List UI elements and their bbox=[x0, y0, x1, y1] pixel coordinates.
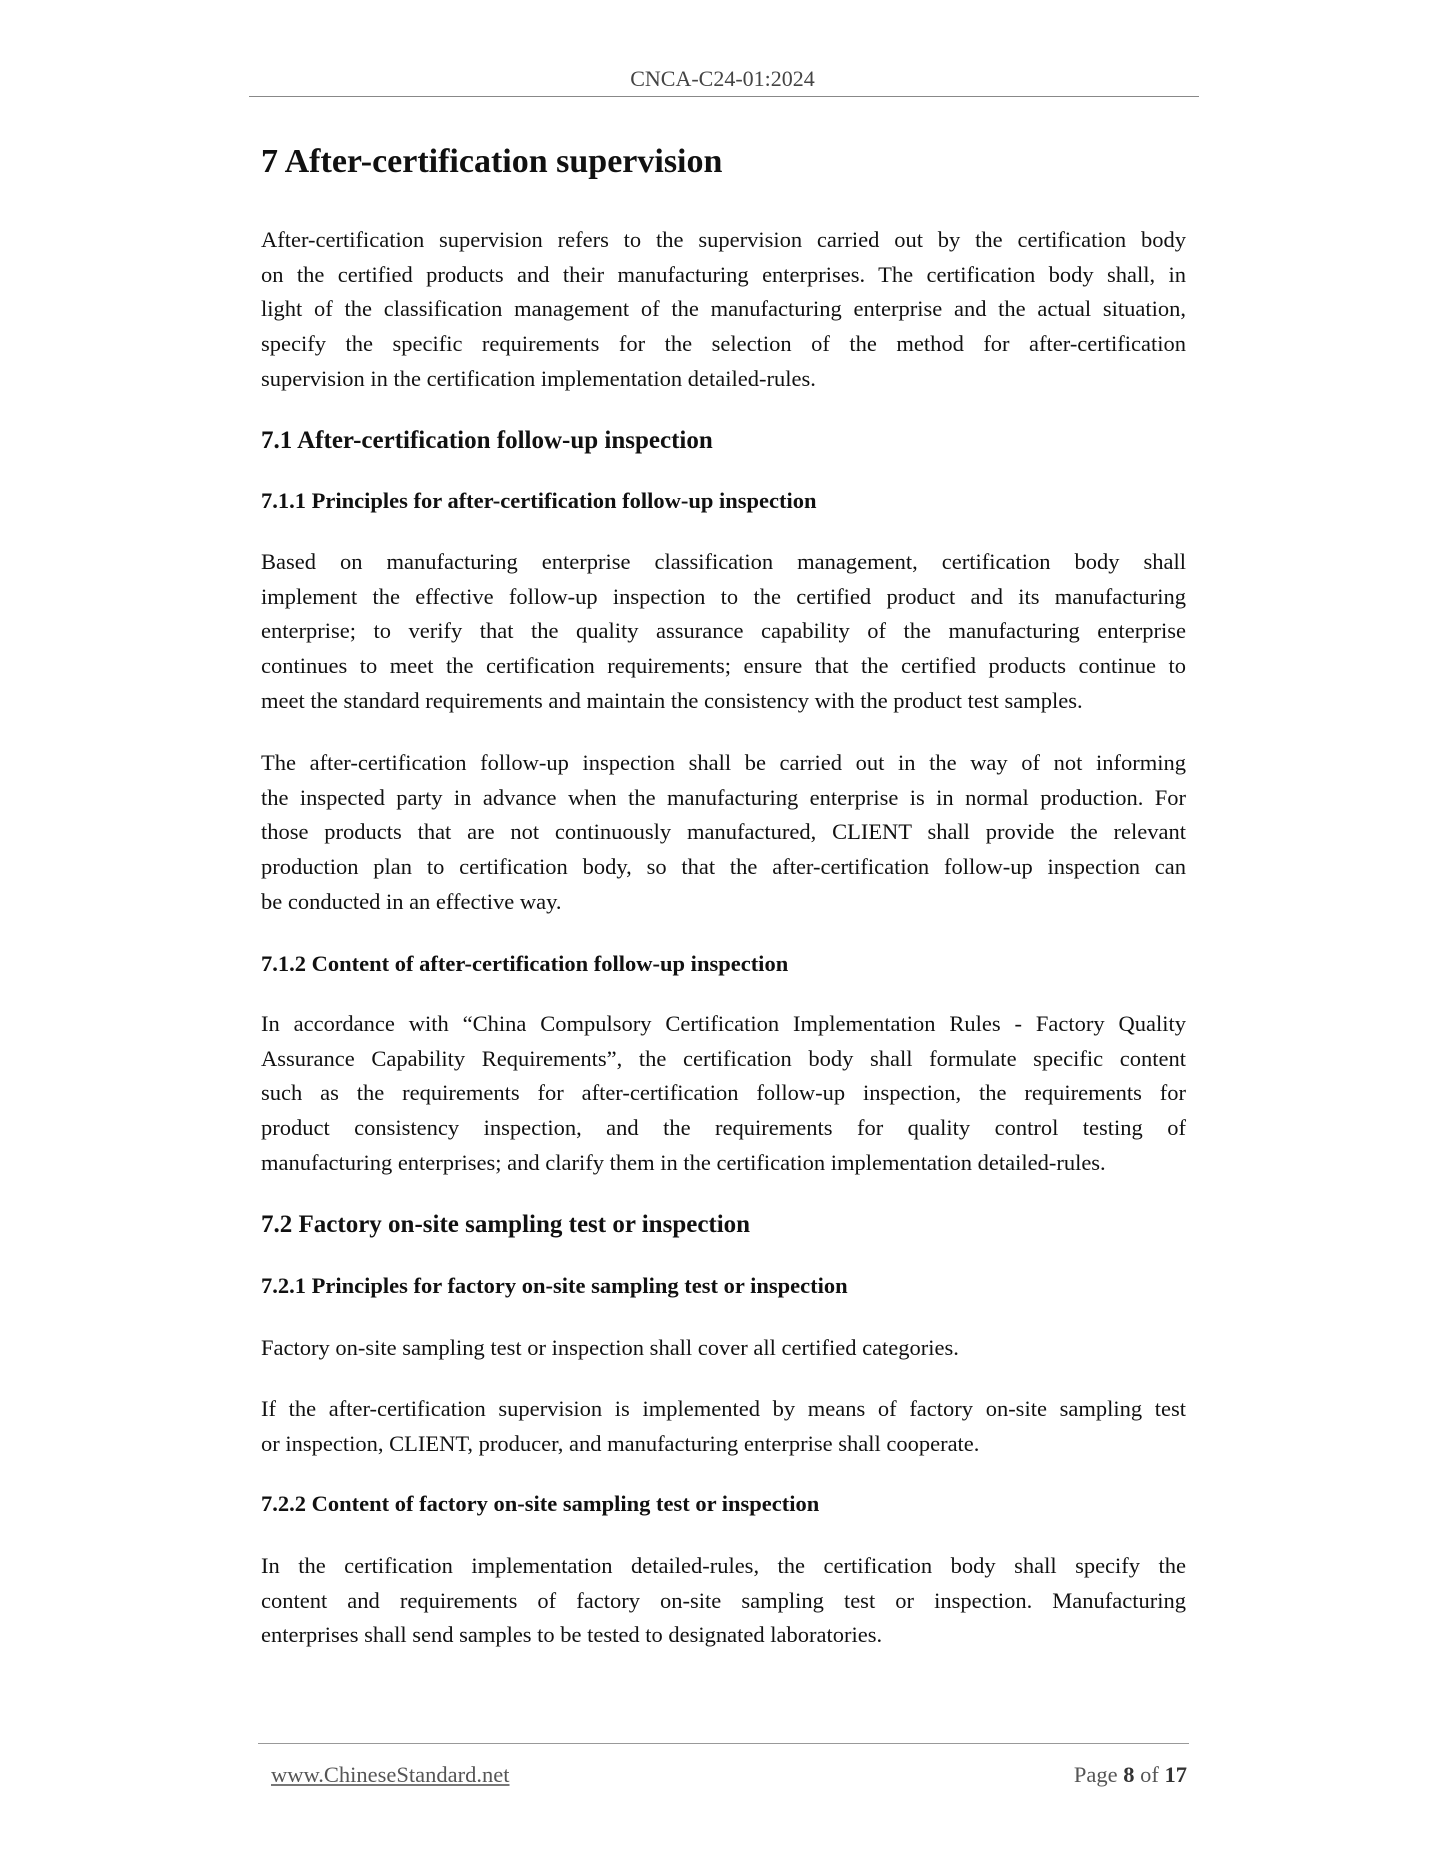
text-line: meet the standard requirements and maintain the consistency with the product test samples. bbox=[261, 687, 1083, 713]
text-line: the inspected party in advance when the manufacturing enterprise is in normal production. For bbox=[261, 784, 1186, 810]
text-line: on the certified products and their manufacturing enterprises. The certification body shall, in bbox=[261, 261, 1186, 287]
document-id-header: CNCA-C24-01:2024 bbox=[630, 66, 815, 91]
text-line: or inspection, CLIENT, producer, and manufacturing enterprise shall cooperate. bbox=[261, 1430, 980, 1456]
text-line: Based on manufacturing enterprise classification management, certification body shall bbox=[261, 549, 1186, 574]
section-7-1-heading: 7.1 After-certification follow-up inspection bbox=[261, 427, 713, 454]
paragraph bbox=[261, 1007, 1186, 1180]
text-line: Assurance Capability Requirements”, the certification body shall formulate specific content bbox=[261, 1045, 1186, 1071]
text-line: those products that are not continuously manufactured, CLIENT shall provide the relevant bbox=[261, 819, 1186, 845]
text-line: enterprises shall send samples to be tested to designated laboratories. bbox=[261, 1622, 883, 1648]
paragraph bbox=[261, 1392, 1186, 1461]
section-7-1-1-heading: 7.1.1 Principles for after-certification follow-up inspection bbox=[261, 488, 817, 513]
text-line: light of the classification management of the manufacturing enterprise and the actual situation, bbox=[261, 296, 1186, 322]
header-divider bbox=[249, 96, 1199, 97]
paragraph bbox=[261, 223, 1186, 396]
page-number bbox=[1074, 1762, 1187, 1788]
text-line: supervision in the certification implementation detailed-rules. bbox=[261, 365, 816, 391]
page-total: 17 bbox=[1164, 1762, 1187, 1787]
paragraph bbox=[261, 1549, 1186, 1653]
text-line: production plan to certification body, so that the after-certification follow-up inspection can bbox=[261, 854, 1186, 880]
text-line: In accordance with “China Compulsory Certification Implementation Rules - Factory Quality bbox=[261, 1011, 1186, 1036]
section-7-1-2-heading: 7.1.2 Content of after-certification follow-up inspection bbox=[261, 951, 789, 976]
section-7-2-2-heading: 7.2.2 Content of factory on-site sampling test or inspection bbox=[261, 1491, 820, 1516]
text-line: such as the requirements for after-certification follow-up inspection, the requirements for bbox=[261, 1080, 1186, 1106]
section-7-2-heading: 7.2 Factory on-site sampling test or inspection bbox=[261, 1211, 751, 1238]
text-line: If the after-certification supervision is implemented by means of factory on-site sampling test bbox=[261, 1396, 1186, 1421]
text-line: In the certification implementation detailed-rules, the certification body shall specify the bbox=[261, 1553, 1186, 1578]
text-line: enterprise; to verify that the quality assurance capability of the manufacturing enterprise bbox=[261, 618, 1186, 644]
website-link[interactable]: www.ChineseStandard.net bbox=[271, 1762, 510, 1787]
page-label: Page bbox=[1073, 1762, 1118, 1787]
text-line: specify the specific requirements for the selection of the method for after-certification bbox=[261, 331, 1186, 357]
of-label: of bbox=[1140, 1762, 1159, 1787]
text-line: After-certification supervision refers to the supervision carried out by the certification body bbox=[261, 227, 1186, 252]
section-7-heading: 7 After-certification supervision bbox=[261, 143, 723, 180]
page-current: 8 bbox=[1123, 1762, 1135, 1787]
text-line: Factory on-site sampling test or inspection shall cover all certified categories. bbox=[261, 1335, 959, 1360]
text-line: content and requirements of factory on-site sampling test or inspection. Manufacturing bbox=[261, 1587, 1186, 1613]
text-line: The after-certification follow-up inspection shall be carried out in the way of not informing bbox=[261, 750, 1186, 775]
text-line: continues to meet the certification requirements; ensure that the certified products continue to bbox=[261, 653, 1186, 679]
text-line: be conducted in an effective way. bbox=[261, 888, 562, 914]
paragraph bbox=[261, 1331, 1186, 1366]
paragraph bbox=[261, 746, 1186, 919]
text-line: implement the effective follow-up inspection to the certified product and its manufacturing bbox=[261, 583, 1186, 609]
paragraph bbox=[261, 545, 1186, 718]
text-line: product consistency inspection, and the requirements for quality control testing of bbox=[261, 1115, 1186, 1141]
section-7-2-1-heading: 7.2.1 Principles for factory on-site sampling test or inspection bbox=[261, 1273, 848, 1298]
footer-divider bbox=[258, 1743, 1189, 1744]
text-line: manufacturing enterprises; and clarify them in the certification implementation detailed-rules. bbox=[261, 1149, 1106, 1175]
